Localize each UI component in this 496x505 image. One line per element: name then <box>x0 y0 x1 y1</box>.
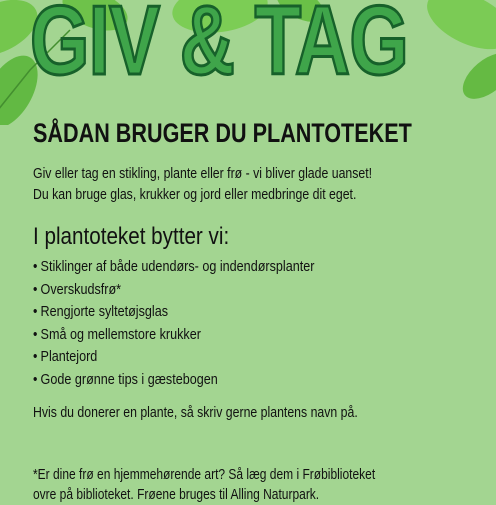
bullet-icon: • <box>33 280 38 298</box>
list-heading: I plantoteket bytter vi: <box>33 223 230 250</box>
intro-text <box>33 163 459 205</box>
bullet-icon: • <box>33 303 38 321</box>
list-item: • Små og mellemstore krukker <box>33 324 470 347</box>
intro-line: Du kan bruge glas, krukker og jord eller medbringe dit eget. <box>33 186 357 203</box>
list-item: • Plantejord <box>33 346 470 369</box>
footnote <box>33 465 481 505</box>
footnote-line: ovre på biblioteket. Frøene bruges til Alling Naturpark. <box>33 486 320 503</box>
list-item: • Rengjorte syltetøjsglas <box>33 301 470 324</box>
poster-title: GIV & TAG <box>30 0 409 95</box>
bullet-icon: • <box>33 370 38 388</box>
intro-line: Giv eller tag en stikling, plante eller frø - vi bliver glade uanset! <box>33 165 373 182</box>
poster-subtitle: SÅDAN BRUGER DU PLANTOTEKET <box>33 118 412 148</box>
donate-note: Hvis du donerer en plante, så skriv gerne plantens navn på. <box>33 404 358 421</box>
list-item: • Stiklinger af både udendørs- og indendørsplanter <box>33 256 470 279</box>
bullet-icon: • <box>33 348 38 366</box>
bullet-icon: • <box>33 325 38 343</box>
bullet-icon: • <box>33 258 38 275</box>
list-item: • Overskudsfrø* <box>33 279 470 302</box>
footnote-line: *Er dine frø en hjemmehørende art? Så læg dem i Frøbiblioteket <box>33 466 376 483</box>
exchange-list <box>33 256 470 392</box>
list-item: • Gode grønne tips i gæstebogen <box>33 369 470 392</box>
